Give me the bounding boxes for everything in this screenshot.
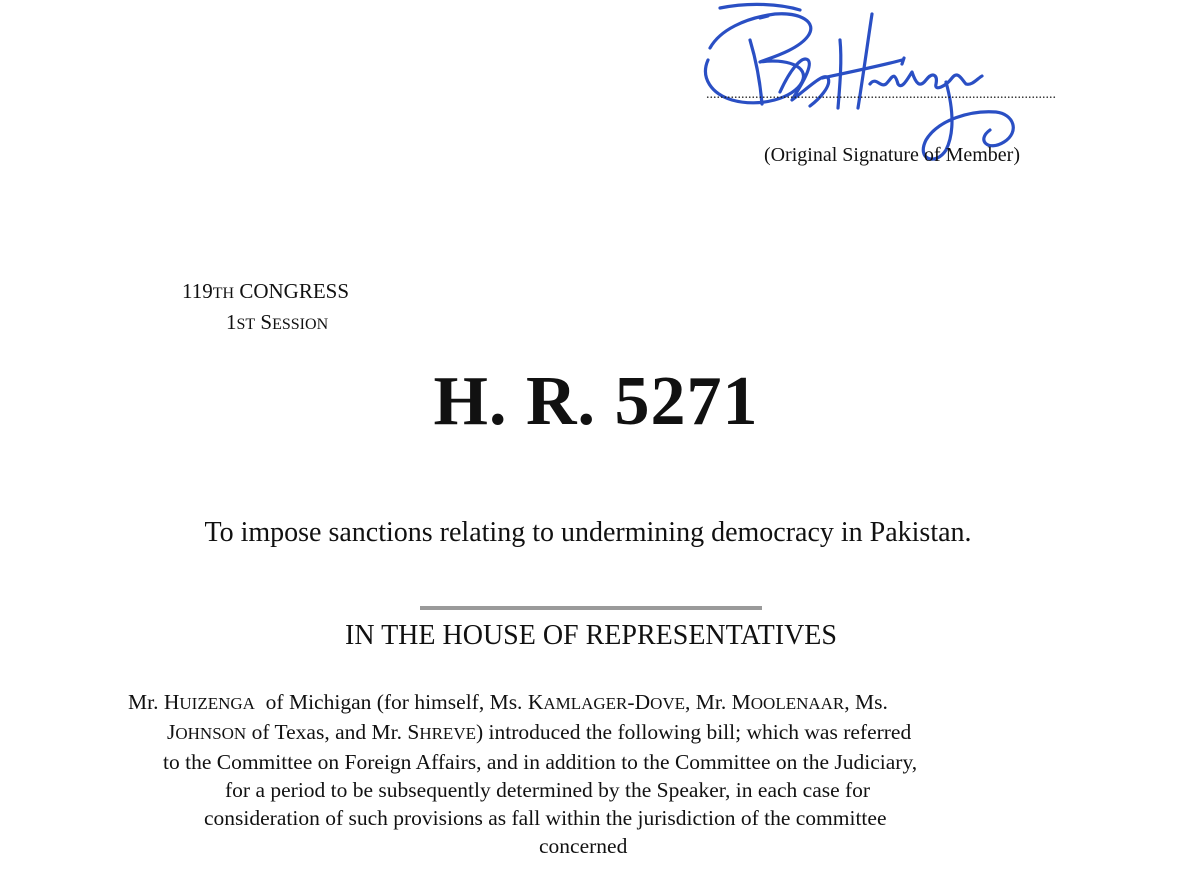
- congress-line: [182, 277, 349, 308]
- sponsor-initial: H: [163, 690, 180, 714]
- separator-rule: [420, 606, 762, 610]
- signature-line: ....................................................................................................: [706, 87, 1056, 102]
- cosponsor-name: AMLAGER: [543, 694, 628, 713]
- intro-line-1: [128, 688, 1128, 718]
- intro-text: Mr.: [128, 690, 164, 714]
- signature-caption: (Original Signature of Member): [763, 144, 1020, 166]
- intro-line-3: to the Committee on Foreign Affairs, and in addition to the Committee on the Judiciary,: [163, 750, 918, 774]
- cosponsor-name: OHNSON: [175, 724, 247, 743]
- cosponsor-initial: M: [731, 690, 751, 714]
- chamber-heading: IN THE HOUSE OF REPRESENTATIVES: [345, 620, 837, 651]
- intro-text: of Texas, and Mr.: [246, 720, 408, 744]
- cosponsor-name: OOLENAAR: [750, 694, 845, 713]
- cosponsor-initial: S: [407, 720, 420, 744]
- session-word-rest: ESSION: [272, 316, 329, 333]
- congress-word: CONGRESS: [239, 279, 350, 303]
- intro-text: ) introduced the following bill; which was referred: [475, 720, 912, 744]
- intro-line-4: for a period to be subsequently determined by the Speaker, in each case for: [225, 778, 871, 802]
- congress-session-header: [182, 277, 349, 339]
- cosponsor-initial: J: [167, 720, 176, 744]
- session-suffix: ST: [236, 316, 256, 333]
- cosponsor-initial: K: [527, 690, 544, 714]
- introduction-paragraph: [128, 688, 1128, 860]
- intro-line-6: concerned: [539, 834, 628, 858]
- bill-number: H. R. 5271: [433, 363, 759, 440]
- intro-text: , Ms.: [844, 690, 888, 714]
- session-line: [182, 308, 349, 339]
- congress-number: 119: [182, 279, 213, 303]
- congress-suffix: TH: [212, 285, 235, 302]
- intro-line-2: [128, 718, 1128, 748]
- cosponsor-initial: -D: [627, 690, 651, 714]
- cosponsor-name: OVE: [650, 694, 686, 713]
- cosponsor-name: HREVE: [419, 724, 476, 743]
- bill-title: To impose sanctions relating to undermining democracy in Pakistan.: [204, 517, 972, 548]
- intro-text: of Michigan (for himself, Ms.: [254, 690, 528, 714]
- session-word-initial: S: [260, 310, 273, 334]
- intro-line-5: consideration of such provisions as fall within the jurisdiction of the committee: [204, 806, 887, 830]
- intro-text: , Mr.: [685, 690, 732, 714]
- sponsor-name: UIZENGA: [179, 694, 255, 713]
- session-number: 1: [226, 310, 237, 334]
